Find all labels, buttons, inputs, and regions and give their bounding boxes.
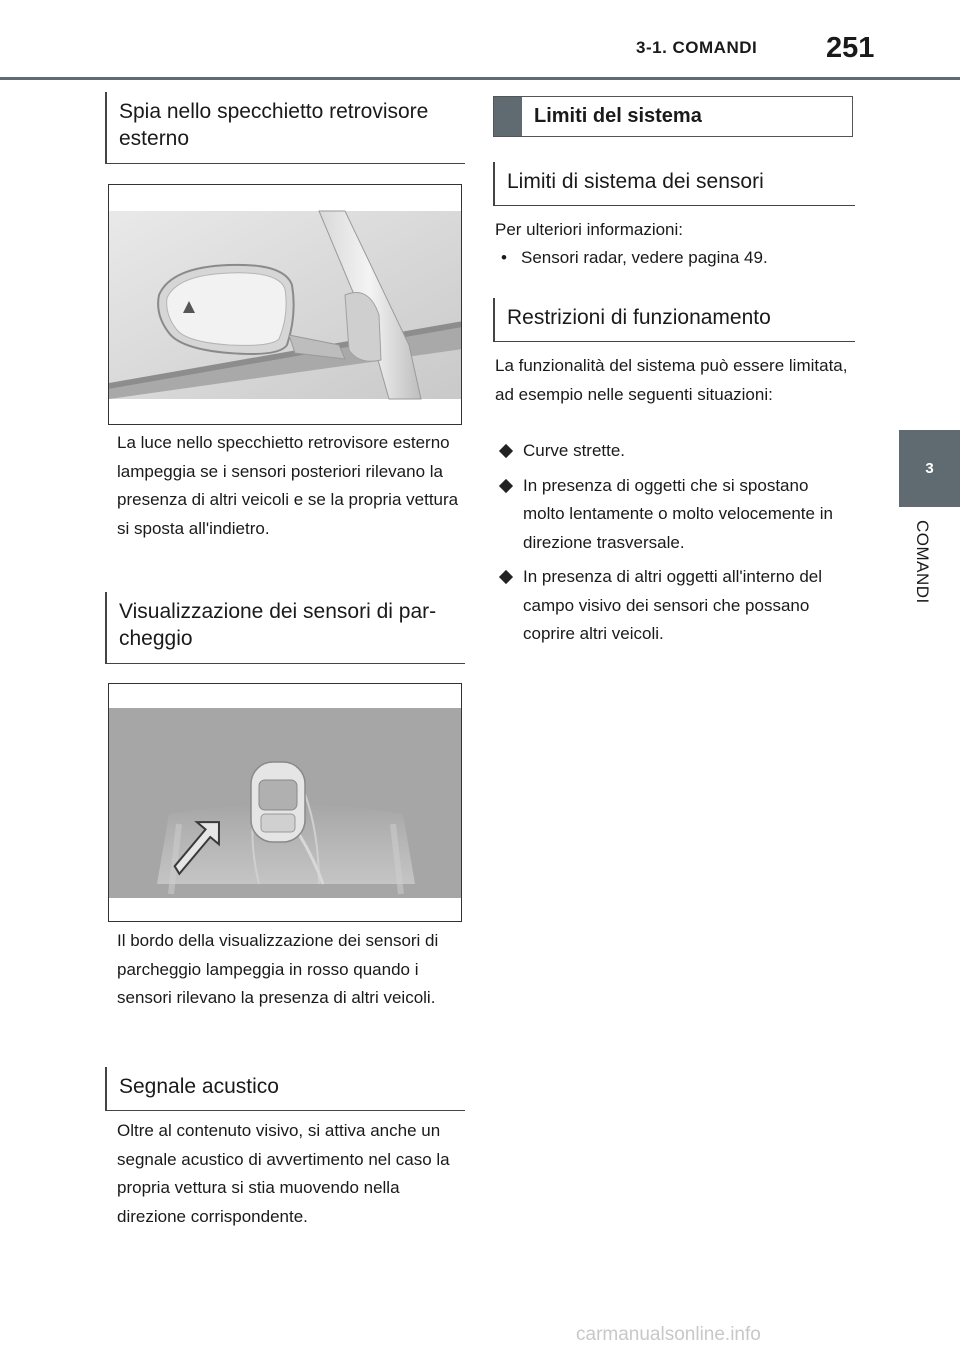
- section-heading-mirror-light: Spia nello specchietto retrovisore esterno: [105, 92, 465, 164]
- watermark: carmanualsonline.info: [576, 1324, 761, 1345]
- diamond-bullet-icon: [499, 478, 513, 492]
- parking-sensors-illustration: [108, 683, 462, 922]
- header-section-title: 3-1. COMANDI: [636, 38, 758, 57]
- chapter-label: COMANDI: [913, 520, 932, 604]
- paragraph-mirror-light: La luce nello specchietto retrovisore esterno lampeggia se i sensori posteriori rilevano la presenza di altri veicoli e se la propria vettura si sposta all'indietro.: [117, 433, 459, 538]
- subheading-sensor-limits: Limiti di sistema dei sensori: [493, 162, 855, 206]
- paragraph-parking-sensors: Il bordo della visualizzazione dei sensori di parcheggio lampeggia in rosso quando i sensori rilevano la presenza di altri veicoli.: [117, 931, 439, 1007]
- diamond-bullet-icon: [499, 570, 513, 584]
- paragraph-acoustic-signal: Oltre al contenuto visivo, si attiva anche un segnale acustico di avvertimento nel caso la propria vettura si stia muovendo nella direzione corrispondente.: [117, 1121, 450, 1226]
- list-item-radar-sensors: [495, 244, 876, 273]
- list-bullet: •: [501, 248, 507, 267]
- mirror-illustration: [108, 184, 462, 425]
- subheading-operating-restrictions: Restrizioni di funzionamento: [493, 298, 855, 342]
- section-heading-system-limits: [493, 96, 853, 137]
- paragraph-more-info: Per ulteriori informazioni:: [495, 220, 684, 239]
- list-item: In presenza di altri oggetti all'interno del campo visivo dei sensori che possano coprire altri veicoli.: [495, 563, 850, 649]
- section-heading-parking-sensors: Visualizzazione dei sensori di parcheggio: [105, 592, 465, 664]
- parking-sensors-graphic: [109, 684, 462, 922]
- paragraph-restrictions: La funzionalità del sistema può essere limitata, ad esempio nelle seguenti situazioni:: [495, 356, 848, 404]
- heading-system-limits-text: Limiti del sistema: [534, 105, 702, 127]
- section-heading-acoustic-signal: Segnale acustico: [105, 1067, 465, 1111]
- list-item: Curve strette.: [495, 437, 850, 466]
- list-item: In presenza di oggetti che si spostano molto lentamente o molto velocemente in direzione trasversale.: [495, 472, 850, 558]
- header-rule: [0, 77, 960, 80]
- list-item-radar-text: Sensori radar, vedere pagina 49.: [521, 248, 768, 267]
- heading-accent-bar: [494, 97, 522, 136]
- chapter-number: 3: [925, 460, 934, 477]
- restrictions-list: [495, 437, 850, 655]
- mirror-illustration-graphic: [109, 185, 462, 425]
- diamond-bullet-icon: [499, 444, 513, 458]
- page-number: 251: [826, 32, 875, 64]
